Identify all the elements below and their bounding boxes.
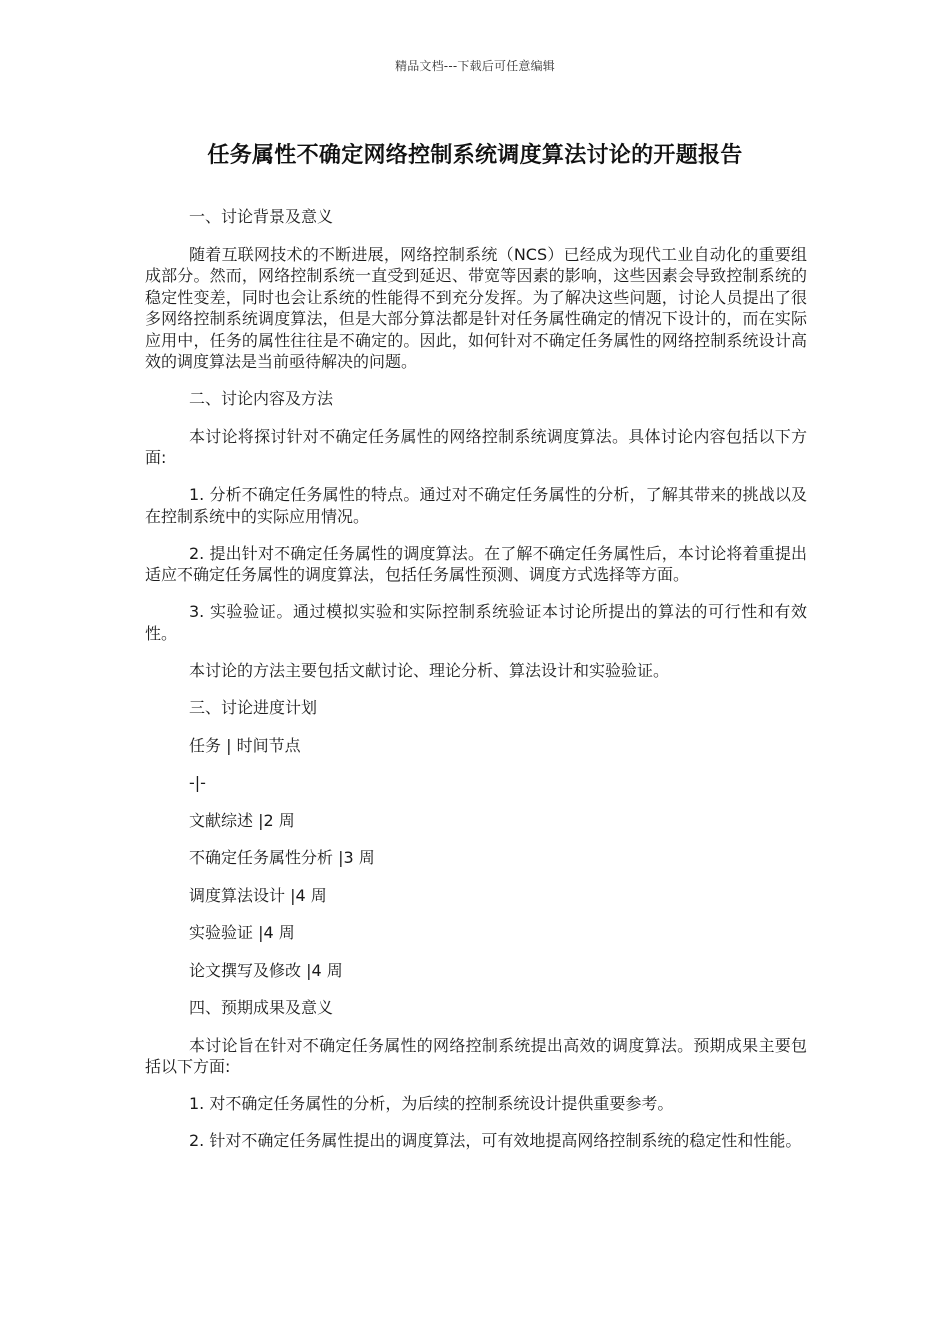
list-item-outcome-2: 2. 针对不确定任务属性提出的调度算法，可有效地提高网络控制系统的稳定性和性能。 [189, 1131, 802, 1150]
schedule-row: 不确定任务属性分析 |3 周 [189, 848, 375, 867]
section-heading-outcomes: 四、预期成果及意义 [189, 998, 334, 1017]
paragraph-outcomes-intro: 本讨论旨在针对不确定任务属性的网络控制系统提出高效的调度算法。预期成果主要包括以下方面: [145, 1035, 807, 1076]
schedule-row: 文献综述 |2 周 [189, 810, 295, 830]
schedule-row: 调度算法设计 |4 周 [189, 885, 327, 905]
document-title: 任务属性不确定网络控制系统调度算法讨论的开题报告 [207, 143, 743, 168]
paragraph-content-intro: 本讨论将探讨针对不确定任务属性的网络控制系统调度算法。具体讨论内容包括以下方面: [145, 426, 807, 467]
schedule-separator-row: -|- [189, 773, 206, 792]
document-body [145, 206, 807, 1167]
paragraph-methods: 本讨论的方法主要包括文献讨论、理论分析、算法设计和实验验证。 [189, 660, 670, 680]
schedule-row: 论文撰写及修改 |4 周 [189, 960, 343, 980]
list-item-content-2: 2. 提出针对不确定任务属性的调度算法。在了解不确定任务属性后，本讨论将着重提出适应不确定任务属性的调度算法，包括任务属性预测、调度方式选择等方面。 [145, 543, 807, 584]
list-item-content-1: 1. 分析不确定任务属性的特点。通过对不确定任务属性的分析，了解其带来的挑战以及在控制系统中的实际应用情况。 [145, 485, 807, 526]
section-heading-background: 一、讨论背景及意义 [189, 207, 334, 226]
paragraph-background: 随着互联网技术的不断进展，网络控制系统（NCS）已经成为现代工业自动化的重要组成部分。然而，网络控制系统一直受到延迟、带宽等因素的影响，这些因素会导致控制系统的稳定性变差，同时也会让系统的性能得不到充分发挥。为了解决这些问题，讨论人员提出了很多网络控制系统调度算法，但是大部分算法都是针对任务属性确定的情况下设计的，而在实际应用中，任务的属性往往是不确定的。因此，如何针对不确定任务属性的网络控制系统设计高效的调度算法是当前亟待解决的问题。 [145, 244, 807, 371]
schedule-header-row: 任务 | 时间节点 [189, 735, 301, 755]
section-heading-schedule: 三、讨论进度计划 [189, 698, 318, 717]
header-note: 精品文档---下载后可任意编辑 [395, 59, 555, 73]
list-item-content-3: 3. 实验验证。通过模拟实验和实际控制系统验证本讨论所提出的算法的可行性和有效性。 [145, 602, 807, 643]
schedule-row: 实验验证 |4 周 [189, 923, 295, 942]
section-heading-content: 二、讨论内容及方法 [189, 389, 334, 408]
list-item-outcome-1: 1. 对不确定任务属性的分析，为后续的控制系统设计提供重要参考。 [189, 1094, 674, 1113]
